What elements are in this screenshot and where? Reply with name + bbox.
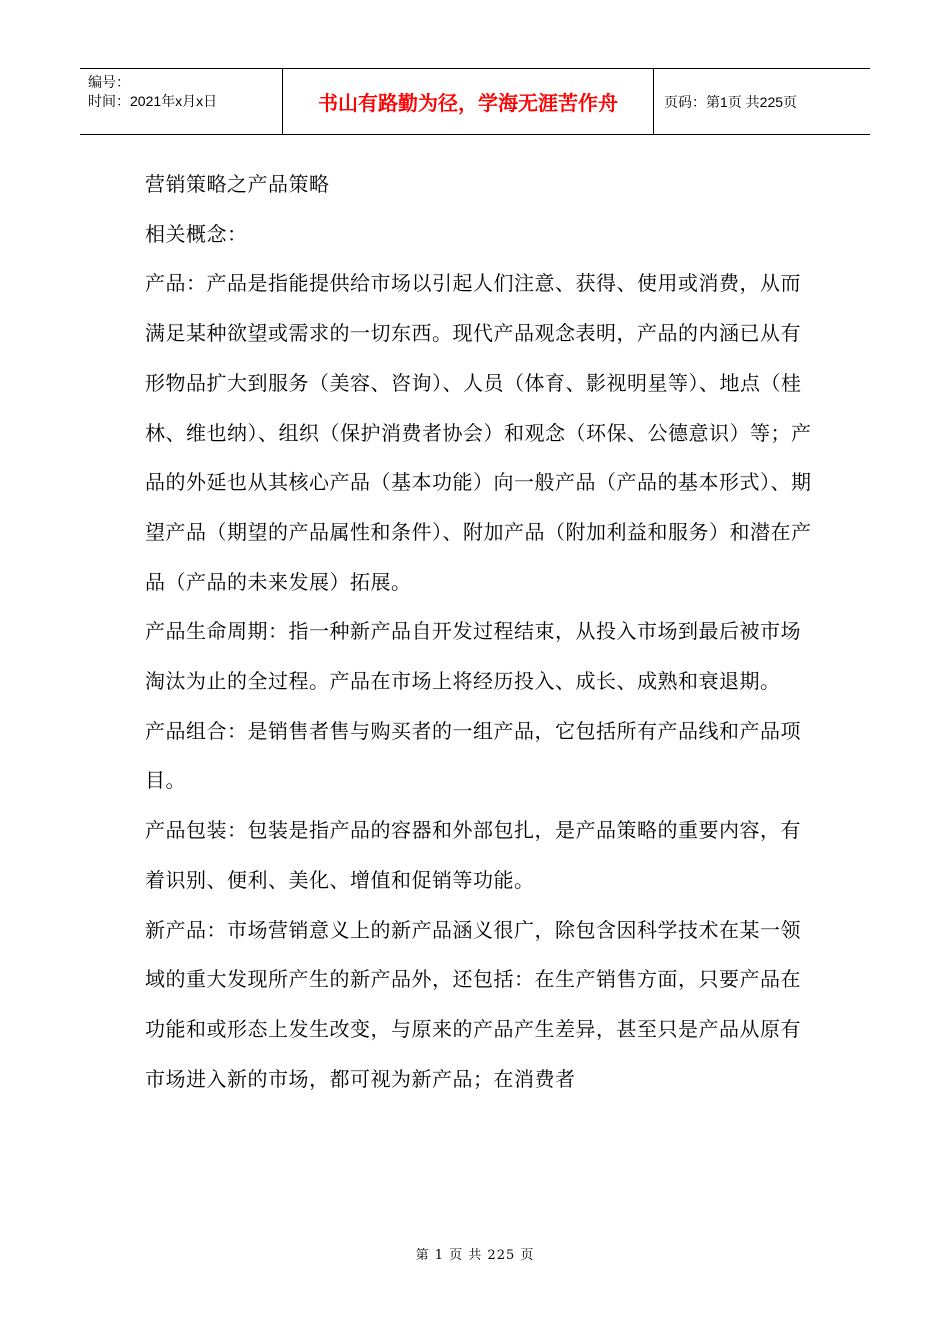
paragraph-product-mix: 产品组合：是销售者售与购买者的一组产品，它包括所有产品线和产品项目。 bbox=[145, 718, 801, 793]
header-motto: 书山有路勤为径，学海无涯苦作舟 bbox=[282, 69, 654, 134]
paragraph-product: 产品：产品是指能提供给市场以引起人们注意、获得、使用或消费，从而满足某种欲望或需求的一切东西。现代产品观念表明，产品的内涵已从有形物品扩大到服务（美容、咨询）、人员（体育、影视明星等）、地点（桂林、维也纳）、组织（保护消费者协会）和观念（环保、公德意识）等；产品的外延也从其核心产品（基本功能）向一般产品（产品的基本形式）、期望产品（期望的产品属性和条件）、附加产品（附加利益和服务）和潜在产品（产品的未来发展）拓展。 bbox=[145, 271, 812, 594]
header-page-info: 页码：第1页 共225页 bbox=[664, 93, 798, 110]
paragraph-lifecycle: 产品生命周期：指一种新产品自开发过程结束，从投入市场到最后被市场淘汰为止的全过程。产品在市场上将经历投入、成长、成熟和衰退期。 bbox=[145, 619, 801, 694]
paragraph-new-product: 新产品：市场营销意义上的新产品涵义很广，除包含因科学技术在某一领域的重大发现所产生的新产品外，还包括：在生产销售方面，只要产品在功能和或形态上发生改变，与原来的产品产生差异，甚至只是产品从原有市场进入新的市场，都可视为新产品；在消费者 bbox=[145, 917, 801, 1091]
document-body bbox=[145, 160, 815, 1104]
page-footer: 第 1 页 共 225 页 bbox=[415, 1248, 535, 1263]
header-meta bbox=[80, 69, 282, 134]
code-label: 编号： bbox=[88, 74, 130, 90]
paragraph-packaging: 产品包装：包装是指产品的容器和外部包扎，是产品策略的重要内容，有着识别、便利、美化、增值和促销等功能。 bbox=[145, 818, 801, 892]
page-header bbox=[80, 68, 870, 135]
document-title: 营销策略之产品策略 bbox=[145, 172, 330, 196]
section-subtitle: 相关概念： bbox=[145, 221, 248, 246]
date-label: 时间：2021年x月x日 bbox=[88, 93, 218, 109]
